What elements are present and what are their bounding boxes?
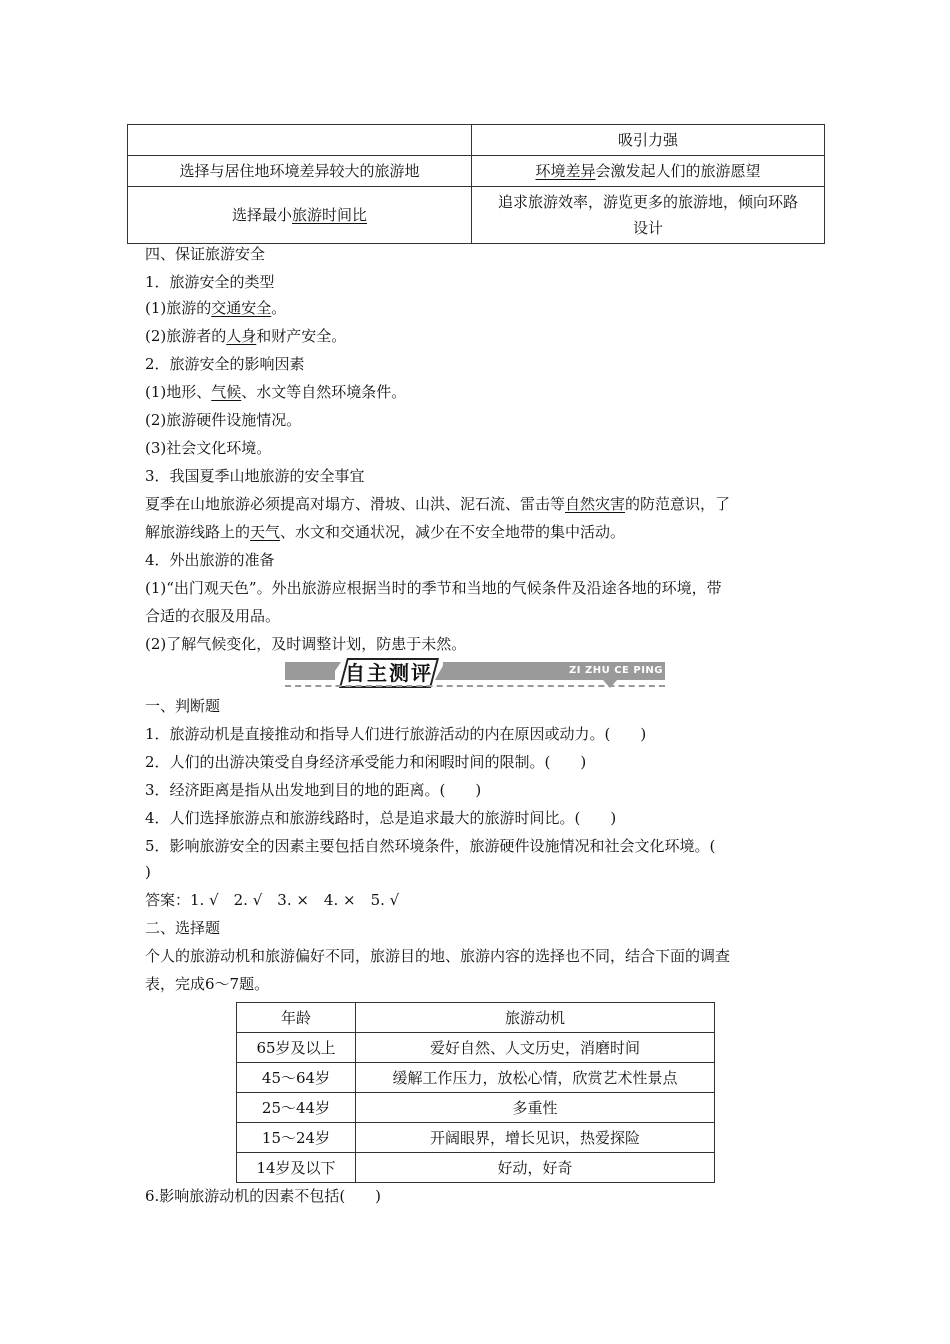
cell-text: 会激发起人们的旅游愿望	[595, 162, 761, 180]
question: 1．旅游动机是直接推动和指导人们进行旅游活动的内在原因或动力。( )	[145, 725, 647, 743]
table-row	[237, 1093, 715, 1123]
underlined-term: 交通安全	[211, 299, 272, 317]
table-header-row	[237, 1003, 715, 1033]
underlined-term: 人身	[226, 327, 257, 345]
table-cell: 65岁及以上	[237, 1033, 356, 1063]
table-row	[237, 1033, 715, 1063]
survey-table	[236, 1002, 715, 1183]
question: 4．人们选择旅游点和旅游线路时，总是追求最大的旅游时间比。( )	[145, 809, 617, 827]
question: 5．影响旅游安全的因素主要包括自然环境条件，旅游硬件设施情况和社会文化环境。(	[145, 837, 716, 855]
table-row	[237, 1153, 715, 1183]
text: (2)旅游者的	[145, 327, 227, 345]
question: 2．人们的出游决策受自身经济承受能力和闲暇时间的限制。( )	[145, 753, 587, 771]
paragraph-line: 表，完成6～7题。	[145, 975, 270, 993]
cell-text: 选择最小	[231, 206, 292, 224]
answer-line: 答案：1. √ 2. √ 3. × 4. × 5. √	[145, 891, 400, 909]
text: 。	[271, 299, 287, 317]
paragraph-line	[145, 490, 815, 518]
table-row	[237, 1123, 715, 1153]
question: )	[145, 863, 151, 881]
text: 、水文和交通状况，减少在不安全地带的集中活动。	[280, 523, 626, 541]
text: 的防范意识，了	[625, 495, 731, 513]
table-cell: 多重性	[356, 1093, 715, 1123]
text: 和财产安全。	[256, 327, 347, 345]
subheading: 3．我国夏季山地旅游的安全事宜	[145, 467, 365, 485]
list-item	[145, 322, 815, 350]
list-item	[145, 378, 815, 406]
text: (1)地形、	[145, 383, 212, 401]
underlined-term: 气候	[211, 383, 242, 401]
underlined-term: 天气	[250, 523, 281, 541]
section-heading: 二、选择题	[145, 919, 221, 937]
text: 解旅游线路上的	[145, 523, 251, 541]
table-cell: 开阔眼界，增长见识，热爱探险	[356, 1123, 715, 1153]
list-item: (2)旅游硬件设施情况。	[145, 411, 302, 429]
table-cell	[472, 187, 825, 244]
table-cell: 爱好自然、人文历史，消磨时间	[356, 1033, 715, 1063]
question: 6.影响旅游动机的因素不包括( )	[145, 1187, 382, 1205]
paragraph-line	[145, 518, 815, 546]
paragraph-line: 个人的旅游动机和旅游偏好不同，旅游目的地、旅游内容的选择也不同，结合下面的调查	[145, 947, 731, 965]
table-cell: 好动，好奇	[356, 1153, 715, 1183]
subheading: 1．旅游安全的类型	[145, 273, 275, 291]
banner-slant	[329, 662, 341, 680]
table-cell	[128, 187, 472, 244]
table-cell: 45～64岁	[237, 1063, 356, 1093]
paragraph-line: 合适的衣服及用品。	[145, 607, 281, 625]
strategy-table	[127, 124, 825, 244]
table-cell	[128, 125, 472, 156]
column-header: 旅游动机	[356, 1003, 715, 1033]
table-cell: 选择与居住地环境差异较大的旅游地	[128, 156, 472, 187]
table-cell	[472, 156, 825, 187]
paragraph-line: (1)“出门观天色”。外出旅游应根据当时的季节和当地的气候条件及沿途各地的环境，带	[145, 579, 722, 597]
cell-text: 追求旅游效率，游览更多的旅游地，倾向环路	[497, 193, 798, 211]
table-cell: 14岁及以下	[237, 1153, 356, 1183]
chevron-down-icon	[603, 680, 617, 688]
text: 夏季在山地旅游必须提高对塌方、滑坡、山洪、泥石流、雷击等	[145, 495, 566, 513]
subheading: 4．外出旅游的准备	[145, 551, 275, 569]
list-item: (3)社会文化环境。	[145, 439, 272, 457]
cell-text: 设计	[632, 219, 663, 237]
table-row	[128, 187, 825, 244]
list-item: (2)了解气候变化，及时调整计划，防患于未然。	[145, 635, 467, 653]
question: 3．经济距离是指从出发地到目的地的距离。( )	[145, 781, 482, 799]
section-heading: 四、保证旅游安全	[145, 245, 266, 263]
banner-title: 自主测评	[345, 661, 433, 685]
section-banner	[285, 658, 665, 692]
banner-subtitle: ZI ZHU CE PING	[569, 665, 663, 676]
table-cell: 25～44岁	[237, 1093, 356, 1123]
table-row	[128, 156, 825, 187]
section-heading: 一、判断题	[145, 697, 221, 715]
table-row	[128, 125, 825, 156]
underlined-term: 环境差异	[535, 162, 596, 180]
subheading: 2．旅游安全的影响因素	[145, 355, 305, 373]
banner-bar-left	[285, 662, 335, 680]
table-cell: 缓解工作压力，放松心情，欣赏艺术性景点	[356, 1063, 715, 1093]
text: 、水文等自然环境条件。	[241, 383, 407, 401]
list-item	[145, 294, 815, 322]
table-cell: 吸引力强	[472, 125, 825, 156]
underlined-term: 自然灾害	[565, 495, 626, 513]
underlined-term: 旅游时间比	[292, 206, 368, 224]
column-header: 年龄	[237, 1003, 356, 1033]
text: (1)旅游的	[145, 299, 212, 317]
table-row	[237, 1063, 715, 1093]
table-cell: 15～24岁	[237, 1123, 356, 1153]
